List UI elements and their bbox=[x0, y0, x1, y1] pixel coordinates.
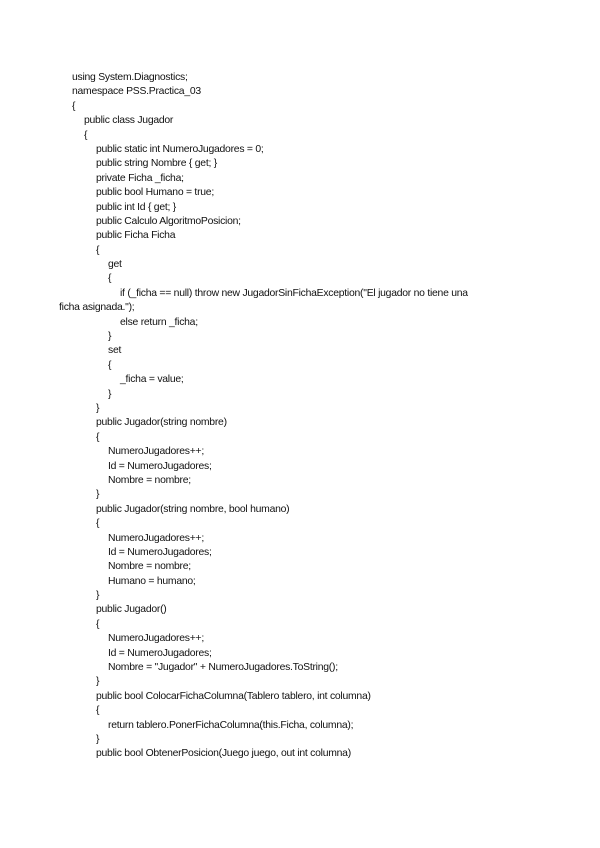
code-line: return tablero.PonerFichaColumna(this.Ficha, columna); bbox=[108, 719, 354, 731]
code-line: public Ficha Ficha bbox=[96, 230, 176, 242]
code-line: { bbox=[72, 100, 76, 112]
code-line: public static int NumeroJugadores = 0; bbox=[96, 143, 264, 155]
code-line: using System.Diagnostics; bbox=[72, 72, 188, 83]
code-line: NumeroJugadores++; bbox=[108, 532, 205, 544]
code-line: { bbox=[84, 129, 88, 141]
code-line: namespace PSS.Practica_03 bbox=[72, 86, 201, 98]
code-line: public int Id { get; } bbox=[96, 201, 176, 213]
code-line: } bbox=[96, 489, 100, 501]
code-listing bbox=[59, 71, 572, 762]
code-line: } bbox=[108, 331, 112, 343]
code-line: Nombre = "Jugador" + NumeroJugadores.ToString(); bbox=[108, 662, 338, 674]
code-line: { bbox=[108, 273, 112, 285]
code-line: public bool ObtenerPosicion(Juego juego, out int columna) bbox=[96, 748, 351, 760]
code-line: public Jugador(string nombre, bool humano) bbox=[96, 503, 290, 515]
code-line: { bbox=[96, 431, 100, 443]
code-line: NumeroJugadores++; bbox=[108, 633, 205, 645]
code-line: Nombre = nombre; bbox=[108, 561, 191, 573]
code-line: } bbox=[108, 388, 112, 400]
code-line: if (_ficha == null) throw new JugadorSinFichaException("El jugador no tiene una bbox=[120, 287, 468, 299]
code-line: } bbox=[96, 402, 100, 414]
code-line: public string Nombre { get; } bbox=[96, 158, 217, 170]
code-line: Id = NumeroJugadores; bbox=[108, 546, 212, 558]
code-line: public bool ColocarFichaColumna(Tablero tablero, int columna) bbox=[96, 690, 371, 702]
code-line: public Calculo AlgoritmoPosicion; bbox=[96, 215, 241, 227]
code-line: Nombre = nombre; bbox=[108, 474, 191, 486]
code-line: get bbox=[108, 259, 122, 271]
code-line: Id = NumeroJugadores; bbox=[108, 460, 212, 472]
code-line: NumeroJugadores++; bbox=[108, 446, 205, 458]
code-line: { bbox=[96, 518, 100, 530]
code-line: public Jugador() bbox=[96, 604, 167, 616]
code-line: else return _ficha; bbox=[120, 316, 198, 328]
code-line: { bbox=[96, 244, 100, 256]
code-line: } bbox=[96, 590, 100, 602]
code-line: Id = NumeroJugadores; bbox=[108, 647, 212, 659]
code-line: } bbox=[96, 733, 100, 745]
code-line: } bbox=[96, 676, 100, 688]
code-line: public bool Humano = true; bbox=[96, 187, 214, 199]
code-line-continuation: ficha asignada."); bbox=[59, 302, 135, 314]
code-line: public Jugador(string nombre) bbox=[96, 417, 227, 429]
code-line: { bbox=[108, 359, 112, 371]
code-line: public class Jugador bbox=[84, 115, 174, 127]
code-line: { bbox=[96, 705, 100, 717]
code-line: _ficha = value; bbox=[120, 374, 184, 386]
code-line: set bbox=[108, 345, 122, 357]
code-line: { bbox=[96, 618, 100, 630]
code-line: private Ficha _ficha; bbox=[96, 172, 184, 184]
code-line: Humano = humano; bbox=[108, 575, 196, 587]
